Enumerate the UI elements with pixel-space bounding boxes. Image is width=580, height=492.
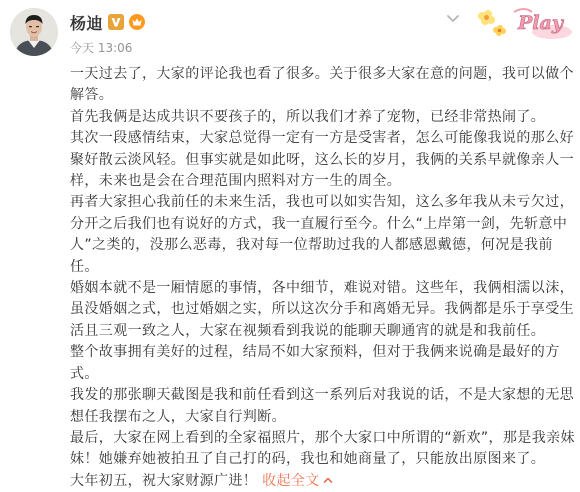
collapse-full-text-link[interactable] xyxy=(262,473,334,489)
avatar-photo xyxy=(10,8,58,56)
avatar[interactable] xyxy=(10,8,58,56)
vip-crown-icon xyxy=(129,14,145,30)
chevron-up-icon[interactable] xyxy=(322,474,334,486)
post-last-line xyxy=(70,471,575,492)
post-paragraph: 其次一段感情结束，大家总觉得一定有一方是受害者，怎么可能像我说的那么好聚好散云淡风轻。但事实就是如此呀，这么长的岁月，我俩的关系早就像亲人一样，未来也是会在合理范围内照料对方一生的周全。 xyxy=(70,130,574,190)
chevron-down-icon[interactable] xyxy=(443,8,463,28)
post-paragraph: 我发的那张聊天截图是我和前任看到这一系列后对我说的话，不是大家想的无思想任我摆布之人，大家自行判断。 xyxy=(70,387,574,425)
collapse-label[interactable]: 收起全文 xyxy=(262,472,320,489)
post-paragraph: 再者大家担心我前任的未来生活，我也可以如实告知，这么多年我从未亏欠过，分开之后我们也有说好的方式，我一直履行至今。什么“上岸第一剑，先斩意中人”之类的，没那么恶毒，我对每一位帮助过我的人都感恩戴德，何况是我前任。 xyxy=(70,194,574,275)
post-body xyxy=(70,64,575,492)
post-paragraph: 一天过去了，大家的评论我也看了很多。关于很多大家在意的问题，我可以做个解答。 xyxy=(70,66,574,104)
post-paragraph: 首先我俩是达成共识不要孩子的，所以我们才养了宠物，已经非常热闹了。 xyxy=(70,108,546,125)
decoration-play-sticker xyxy=(474,2,578,42)
verified-v-icon xyxy=(108,14,124,30)
decoration-text: Play xyxy=(518,12,563,34)
post-timestamp[interactable]: 今天 13:06 xyxy=(70,41,133,55)
post-paragraph: 整个故事拥有美好的过程，结局不如大家预料，但对于我俩来说确是最好的方式。 xyxy=(70,344,560,382)
flower-icon xyxy=(478,10,495,25)
post-closing-text: 大年初五，祝大家财源广进！ xyxy=(70,472,258,489)
post-paragraph: 最后，大家在网上看到的全家福照片，那个大家口中所谓的“新欢”，那是我亲妹妹！她嫌弃她被拍丑了自己打的码，我也和她商量了，只能放出原图来了。 xyxy=(70,429,575,468)
author-name[interactable]: 杨迪 xyxy=(70,13,104,33)
author-row xyxy=(70,10,145,34)
post-paragraph: 婚姻本就不是一厢情愿的事情，各中细节，难说对错。这些年，我俩相濡以沫，虽没婚姻之式，也过婚姻之实，所以这次分手和离婚无异。我俩都是乐于享受生活且三观一致之人，大家在视频看到我说的能聊天聊通宵的就是和我前任。 xyxy=(70,280,574,339)
